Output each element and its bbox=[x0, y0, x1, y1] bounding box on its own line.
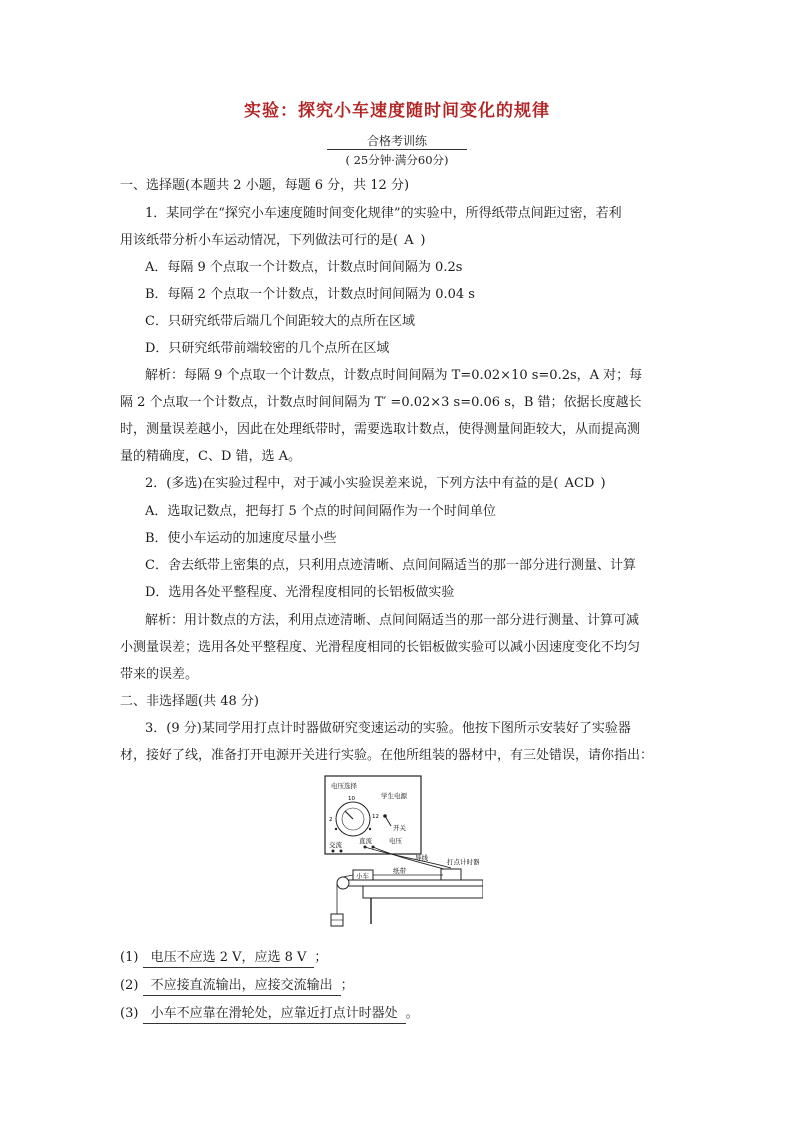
table-top bbox=[363, 886, 483, 898]
q2-analysis-line3: 带来的误差。 bbox=[120, 667, 199, 682]
q3-answer-3 bbox=[120, 1004, 680, 1024]
q1-analysis-line3: 时，测量误差越小，因此在处理纸带时，需要选取计数点，使得测量间距较大，从而提高测 bbox=[120, 422, 641, 437]
q3-answer-1 bbox=[120, 948, 680, 968]
track-board bbox=[341, 880, 483, 886]
q1-stem-line1: 1．某同学在“探究小车速度随时间变化规律”的实验中，所得纸带点间距过密，若利 bbox=[145, 206, 622, 221]
subtitle: 合格考训练 bbox=[366, 134, 427, 148]
q2-stem bbox=[145, 474, 705, 494]
q2-answer: ACD bbox=[564, 476, 595, 491]
q1-paren-close: ) bbox=[420, 233, 426, 248]
dial-tick bbox=[335, 828, 337, 830]
label-dc: 直流 bbox=[359, 837, 372, 845]
q2-analysis-line1: 解析：用计数点的方法，利用点迹清晰、点间间隔适当的那一部分进行测量、计算可减 bbox=[145, 613, 640, 628]
q3-answer-3-num: (3) bbox=[120, 1006, 139, 1021]
switch-lever bbox=[385, 816, 391, 826]
section-heading-choice: 一、选择题(本题共 2 小题，每题 6 分，共 12 分) bbox=[120, 178, 410, 193]
q1-option-a: A．每隔 9 个点取一个计数点，计数点时间间隔为 0.2s bbox=[145, 260, 463, 275]
label-timer: 打点计时器 bbox=[447, 858, 480, 866]
q2-option-a: A．选取记数点，把每打 5 个点的时间间隔作为一个时间单位 bbox=[145, 504, 496, 519]
terminal-ac-2 bbox=[340, 850, 343, 853]
q3-answer-2-num: (2) bbox=[120, 978, 139, 993]
section-heading-nonchoice: 二、非选择题(共 48 分) bbox=[120, 694, 259, 709]
q1-answer: A bbox=[404, 233, 414, 248]
label-ac: 交流 bbox=[329, 841, 342, 849]
q2-analysis-line2: 小测量误差；选用各处平整程度、光滑程度相同的长铝板做实验可以减小因速度变化不均匀 bbox=[120, 640, 641, 655]
label-tape: 纸带 bbox=[393, 867, 406, 875]
q2-paren-close: ) bbox=[600, 476, 606, 491]
terminal-ac-1 bbox=[332, 850, 335, 853]
q3-answer-1-text: 电压不应选 2 V，应选 8 V bbox=[143, 949, 315, 968]
label-voltage: 电压 bbox=[389, 837, 402, 845]
q3-stem-line2: 材，接好了线，准备打开电源开关进行实验。在他所组装的器材中，有三处错误，请你指出： bbox=[120, 748, 654, 763]
apparatus-figure bbox=[323, 774, 483, 940]
score-note: ( 25分钟·满分60分) bbox=[345, 153, 449, 167]
q3-answer-2 bbox=[120, 976, 680, 996]
ticker-timer bbox=[441, 869, 461, 881]
dial-pointer bbox=[345, 811, 353, 819]
q1-option-b: B．每隔 2 个点取一个计数点，计数点时间间隔为 0.04 s bbox=[145, 287, 475, 302]
page-title: 实验：探究小车速度随时间变化的规律 bbox=[244, 101, 550, 121]
label-student-power: 学生电源 bbox=[381, 792, 407, 800]
q1-analysis-line4: 量的精确度，C、D 错，选 A。 bbox=[120, 449, 302, 464]
dial-label-10: 10 bbox=[348, 796, 355, 802]
string bbox=[343, 875, 353, 877]
pulley bbox=[337, 877, 349, 889]
dial-label-2: 2 bbox=[329, 817, 333, 823]
q1-option-c: C．只研究纸带后端几个间距较大的点所在区域 bbox=[145, 314, 415, 329]
q3-stem-line1: 3．(9 分)某同学用打点计时器做研究变速运动的实验。他按下图所示安装好了实验器 bbox=[145, 721, 631, 736]
q2-option-b: B．使小车运动的加速度尽量小些 bbox=[145, 531, 337, 546]
q2-stem-text: 2．(多选)在实验过程中，对于减小实验误差来说，下列方法中有益的是( bbox=[145, 476, 559, 491]
q2-option-d: D．选用各处平整程度、光滑程度相同的长铝板做实验 bbox=[145, 585, 455, 600]
label-voltage-select: 电压选择 bbox=[331, 782, 357, 790]
q1-analysis-line2: 隔 2 个点取一个计数点，计数点时间间隔为 T′ =0.02×3 s=0.06 s，B 错；依据长度越长 bbox=[120, 395, 642, 410]
q3-answer-2-text: 不应接直流输出，应接交流输出 bbox=[143, 977, 341, 996]
q1-stem-text: 用该纸带分析小车运动情况，下列做法可行的是( bbox=[120, 233, 399, 248]
label-wire: 导线 bbox=[415, 854, 428, 862]
dial-label-12: 12 bbox=[372, 814, 379, 820]
q3-answer-3-text: 小车不应靠在滑轮处，应靠近打点计时器处 bbox=[143, 1005, 406, 1024]
q3-answer-1-end: ； bbox=[314, 950, 328, 965]
wire-1 bbox=[365, 847, 451, 868]
q1-analysis-line1: 解析：每隔 9 个点取一个计数点，计数点时间间隔为 T=0.02×10 s=0.2s，A 对；每 bbox=[145, 368, 643, 383]
q3-answer-3-end: 。 bbox=[405, 1006, 419, 1021]
q1-option-d: D．只研究纸带前端较密的几个点所在区域 bbox=[145, 341, 390, 356]
q3-answer-1-num: (1) bbox=[120, 950, 139, 965]
label-cart: 小车 bbox=[356, 872, 369, 880]
dial-tick bbox=[369, 828, 371, 830]
label-switch: 开关 bbox=[393, 824, 406, 832]
q2-option-c: C．舍去纸带上密集的点，只利用点迹清晰、点间间隔适当的那一部分进行测量、计算 bbox=[145, 558, 636, 573]
subtitle-divider bbox=[327, 149, 467, 150]
q3-answer-2-end: ； bbox=[340, 978, 354, 993]
q1-stem-line2 bbox=[120, 231, 680, 251]
